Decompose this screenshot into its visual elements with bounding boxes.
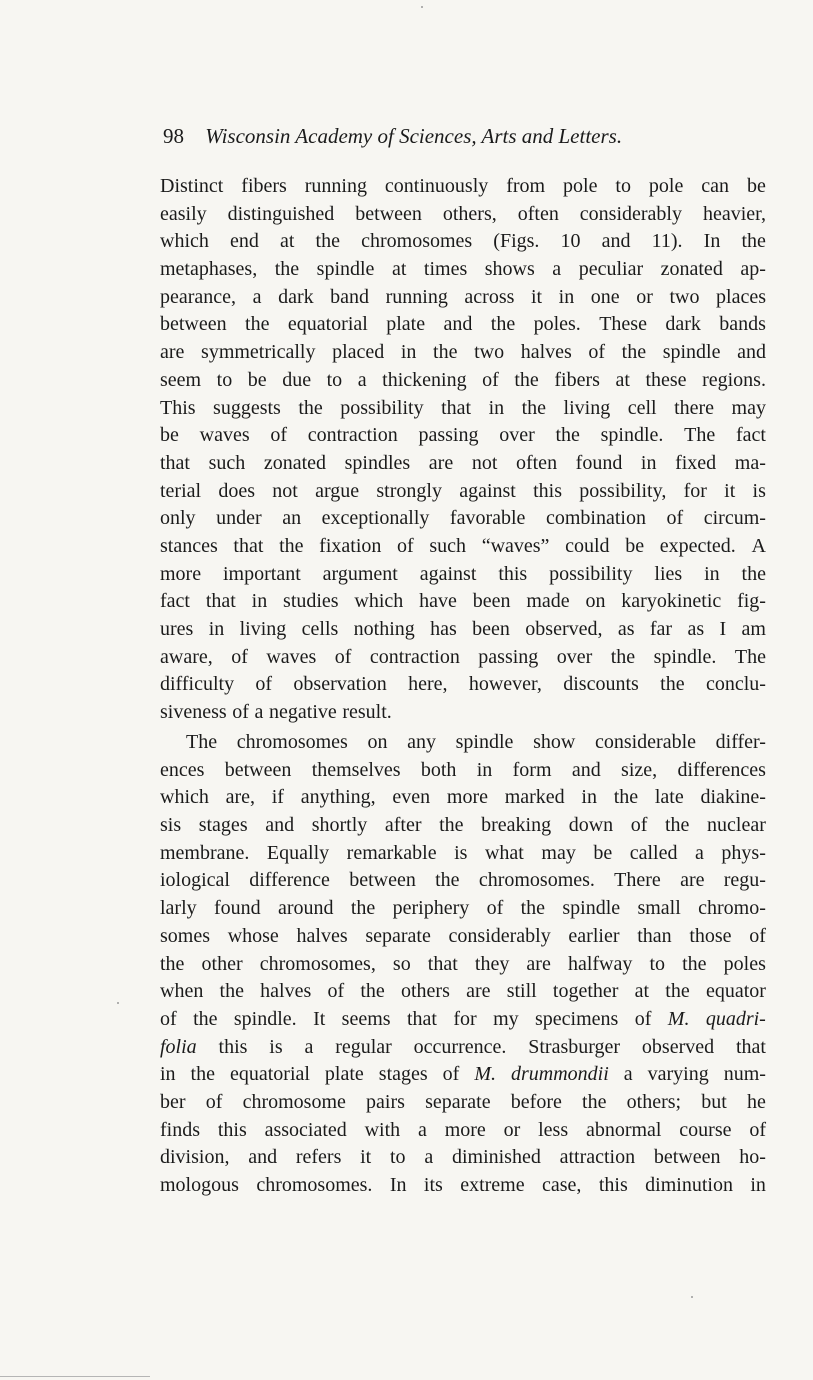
text-line: membrane. Equally remarkable is what may be called a phys- <box>160 841 766 864</box>
text-line: of the spindle. It seems that for my specimens of M. quadri- <box>160 1007 766 1030</box>
text-line: aware, of waves of contraction passing over the spindle. The <box>160 645 766 668</box>
text-line: pearance, a dark band running across it in one or two places <box>160 285 766 308</box>
text-line: metaphases, the spindle at times shows a peculiar zonated ap- <box>160 258 766 281</box>
text-line: ences between themselves both in form and size, differences <box>160 758 766 781</box>
running-title: Wisconsin Academy of Sciences, Arts and Letters. <box>205 124 623 148</box>
text-line: sis stages and shortly after the breaking down of the nuclear <box>160 814 766 837</box>
text-line: iological difference between the chromosomes. There are regu- <box>160 869 766 892</box>
text-line: Distinct fibers running continuously from pole to pole can be <box>160 175 766 197</box>
page-number: 98 <box>163 124 184 148</box>
scan-edge-line <box>0 1376 150 1377</box>
text-line: mologous chromosomes. In its extreme case, this diminution in <box>160 1174 766 1196</box>
text-line: ures in living cells nothing has been observed, as far as I am <box>160 618 766 640</box>
text-line: The chromosomes on any spindle show considerable differ- <box>186 731 766 753</box>
print-speck <box>421 6 423 8</box>
text-line: only under an exceptionally favorable combination of circum- <box>160 507 766 530</box>
text-line: siveness of a negative result. <box>160 701 392 724</box>
text-line: between the equatorial plate and the poles. These dark bands <box>160 313 766 336</box>
text-line: difficulty of observation here, however, discounts the conclu- <box>160 673 766 696</box>
text-line: be waves of contraction passing over the spindle. The fact <box>160 424 766 447</box>
text-line: folia this is a regular occurrence. Strasburger observed that <box>160 1035 766 1058</box>
text-line: the other chromosomes, so that they are halfway to the poles <box>160 952 766 975</box>
text-line: seem to be due to a thickening of the fibers at these regions. <box>160 368 766 391</box>
text-line: ber of chromosome pairs separate before the others; but he <box>160 1090 766 1113</box>
paragraph-2 <box>160 729 766 1200</box>
print-speck <box>691 1296 693 1298</box>
text-line: fact that in studies which have been made on karyokinetic fig- <box>160 590 766 613</box>
text-line: which are, if anything, even more marked in the late diakine- <box>160 786 766 809</box>
print-speck <box>117 1002 119 1004</box>
text-line: easily distinguished between others, often considerably heavier, <box>160 202 766 225</box>
text-line: stances that the fixation of such “waves” could be expected. A <box>160 534 766 557</box>
text-line: division, and refers it to a diminished attraction between ho- <box>160 1146 766 1169</box>
text-line: that such zonated spindles are not often found in fixed ma- <box>160 451 766 474</box>
text-line: larly found around the periphery of the spindle small chromo- <box>160 897 766 920</box>
paragraph-1 <box>160 173 766 727</box>
text-line: more important argument against this possibility lies in the <box>160 562 766 585</box>
text-line: terial does not argue strongly against this possibility, for it is <box>160 479 766 502</box>
text-line: in the equatorial plate stages of M. drummondii a varying num- <box>160 1063 766 1086</box>
text-line: when the halves of the others are still together at the equator <box>160 980 766 1003</box>
running-header <box>163 124 763 154</box>
text-line: This suggests the possibility that in the living cell there may <box>160 396 766 419</box>
text-line: are symmetrically placed in the two halves of the spindle and <box>160 341 766 364</box>
text-line: finds this associated with a more or less abnormal course of <box>160 1118 766 1141</box>
text-line: somes whose halves separate considerably earlier than those of <box>160 924 766 947</box>
text-line: which end at the chromosomes (Figs. 10 and 11). In the <box>160 230 766 253</box>
